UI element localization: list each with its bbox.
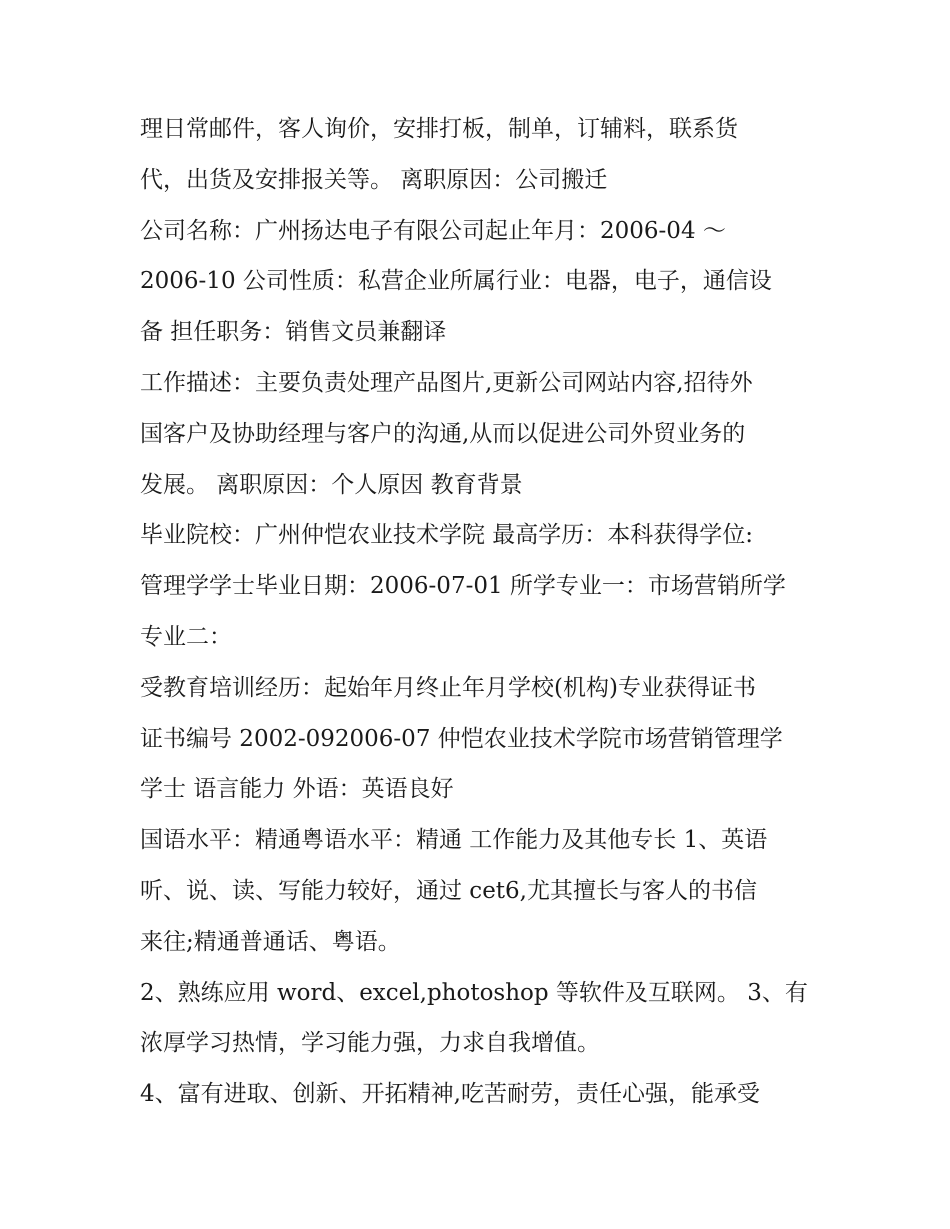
text-line: 毕业院校：广州仲恺农业技术学院 最高学历：本科获得学位: [140, 522, 754, 549]
text-line: 管理学学士毕业日期：2006-07-01 所学专业一：市场营销所学 [140, 573, 786, 600]
text-line: 证书编号 2002-092006-07 仲恺农业技术学院市场营销管理学 [140, 725, 783, 752]
text-line: 2006-10 公司性质：私营企业所属行业：电器，电子，通信设 [140, 268, 772, 295]
text-line: 学士 语言能力 外语：英语良好 [140, 776, 454, 803]
text-line: 听、说、读、写能力较好，通过 cet6,尤其擅长与客人的书信 [140, 877, 757, 904]
text-line: 工作描述：主要负责处理产品图片,更新公司网站内容,招待外 [140, 369, 753, 396]
text-line: 4、富有进取、创新、开拓精神,吃苦耐劳，责任心强，能承受 [140, 1081, 760, 1108]
text-line: 备 担任职务：销售文员兼翻译 [140, 319, 447, 346]
text-line: 发展。 离职原因：个人原因 教育背景 [140, 471, 523, 498]
text-line: 国客户及协助经理与客户的沟通,从而以促进公司外贸业务的 [140, 420, 746, 447]
text-line: 2、熟练应用 word、excel,photoshop 等软件及互联网。 3、有 [140, 979, 808, 1006]
text-line: 代，出货及安排报关等。 离职原因：公司搬迁 [140, 166, 608, 193]
text-line: 来往;精通普通话、粤语。 [140, 928, 401, 955]
text-line: 国语水平：精通粤语水平：精通 工作能力及其他专长 1、英语 [140, 827, 768, 854]
text-line: 理日常邮件，客人询价，安排打板，制单，订辅料，联系货 [140, 116, 738, 142]
text-line: 浓厚学习热情，学习能力强，力求自我增值。 [140, 1030, 600, 1057]
text-line: 公司名称：广州扬达电子有限公司起止年月：2006-04 ～ [140, 217, 726, 244]
document-body [140, 104, 820, 1120]
text-line: 受教育培训经历：起始年月终止年月学校(机构)专业获得证书 [140, 674, 756, 701]
text-line: 专业二： [140, 623, 232, 650]
